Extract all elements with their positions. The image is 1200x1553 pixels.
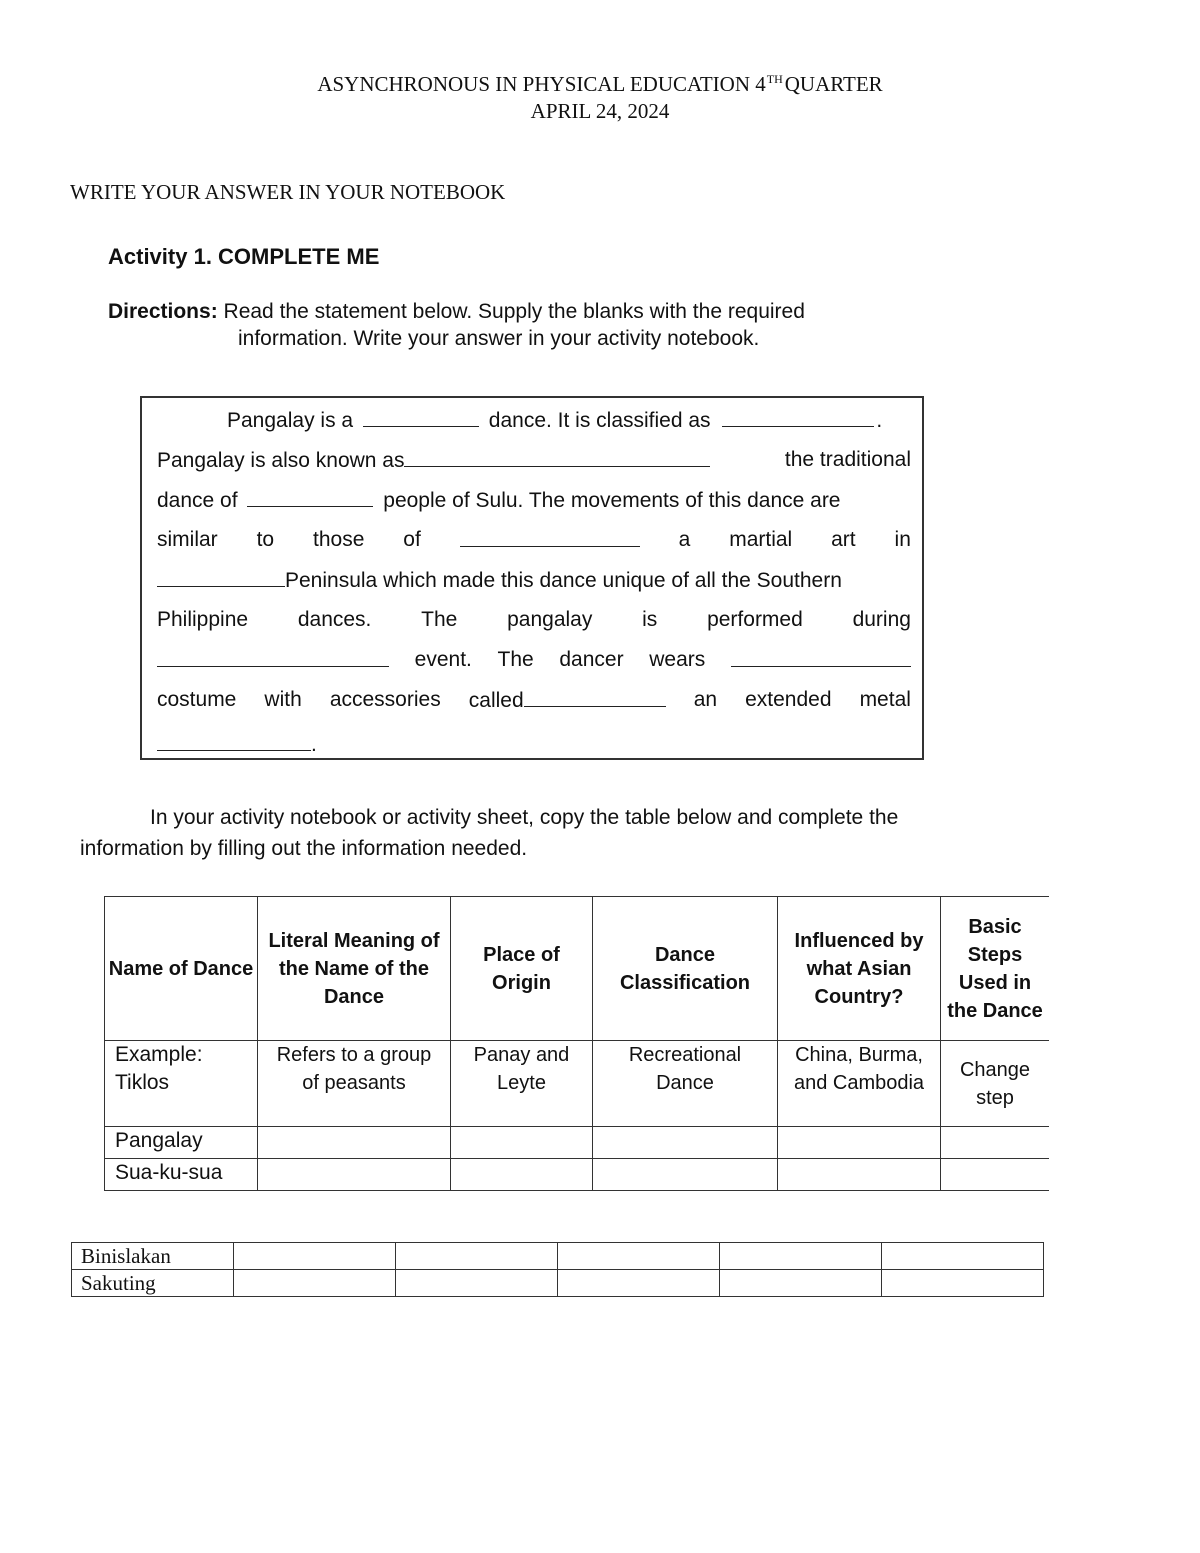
table-header-row: [105, 897, 1050, 1041]
table-instruction-line-2: information by filling out the information needed.: [80, 837, 528, 860]
fill-text: costume: [157, 688, 237, 711]
fill-text: extended: [745, 688, 832, 711]
notebook-instruction: WRITE YOUR ANSWER IN YOUR NOTEBOOK: [70, 180, 506, 204]
example-classification: Recreational Dance: [593, 1041, 778, 1127]
header-name-of-dance: Name of Dance: [105, 897, 258, 1041]
fill-line-1: [157, 406, 911, 434]
dance-table: [104, 896, 1049, 1191]
fill-text: those: [313, 528, 365, 551]
fill-text: martial: [729, 528, 793, 551]
title-main: ASYNCHRONOUS IN PHYSICAL EDUCATION 4: [317, 72, 766, 96]
fill-text: a: [678, 528, 691, 551]
directions: [108, 298, 908, 352]
empty-cell: [234, 1243, 396, 1270]
fill-text: an: [693, 688, 718, 711]
fill-text: art: [831, 528, 856, 551]
fill-text: to: [256, 528, 275, 551]
answer-blank: [157, 730, 311, 751]
fill-text: wears: [649, 648, 706, 671]
fill-line-3: [157, 486, 911, 514]
empty-cell: [234, 1270, 396, 1297]
fill-line-4: [157, 526, 911, 554]
fill-text: with: [264, 688, 302, 711]
empty-cell: [720, 1270, 882, 1297]
empty-cell: [778, 1127, 941, 1159]
fill-text: Pangalay is also known as: [157, 449, 405, 472]
fill-text: accessories: [329, 688, 441, 711]
answer-blank: [157, 566, 285, 587]
fill-text: dance. It is classified as: [488, 409, 711, 432]
example-influence: China, Burma, and Cambodia: [778, 1041, 941, 1127]
fill-text: .: [311, 733, 317, 756]
document-title: [0, 72, 1200, 97]
empty-cell: [258, 1159, 451, 1191]
header-asian-influence: Influenced by what Asian Country?: [778, 897, 941, 1041]
row-dance-name: Sakuting: [72, 1270, 234, 1297]
fill-line-9: [157, 730, 911, 758]
empty-cell: [558, 1270, 720, 1297]
fill-text: pangalay: [507, 608, 593, 631]
answer-blank: [524, 686, 666, 707]
fill-text: is: [642, 608, 658, 631]
example-dance-name: Tiklos: [115, 1071, 170, 1094]
empty-cell: [941, 1159, 1050, 1191]
row-dance-name: Pangalay: [105, 1127, 258, 1159]
fill-in-box: [140, 396, 924, 760]
fill-text: called: [468, 689, 524, 712]
empty-cell: [396, 1243, 558, 1270]
directions-line-2: information. Write your answer in your activity notebook.: [238, 327, 760, 350]
empty-cell: [451, 1159, 593, 1191]
activity-title: Activity 1. COMPLETE ME: [108, 244, 380, 269]
example-steps: Change step: [941, 1041, 1050, 1127]
empty-cell: [882, 1243, 1044, 1270]
empty-cell: [882, 1270, 1044, 1297]
answer-blank: [731, 646, 911, 667]
fill-text: metal: [859, 688, 911, 711]
title-superscript: TH: [766, 72, 783, 86]
fill-text: Philippine: [157, 608, 249, 631]
table-instruction-line-1: In your activity notebook or activity sheet, copy the table below and complete the: [150, 806, 899, 829]
table-row: [105, 1127, 1050, 1159]
answer-blank: [404, 446, 710, 467]
example-name-cell: [105, 1041, 258, 1127]
fill-text: The: [421, 608, 458, 631]
fill-text: people of Sulu. The movements of this dance are: [383, 489, 841, 512]
fill-text: dances.: [297, 608, 372, 631]
fill-line-2: [157, 446, 911, 474]
directions-line-1: Read the statement below. Supply the blanks with the required: [223, 300, 805, 323]
fill-text: in: [894, 528, 911, 551]
header-basic-steps: Basic Steps Used in the Dance: [941, 897, 1050, 1041]
extra-rows-table: [71, 1242, 1044, 1297]
example-label: Example:: [115, 1043, 203, 1066]
fill-text: Peninsula which made this dance unique of all the Southern: [285, 569, 842, 592]
empty-cell: [593, 1159, 778, 1191]
directions-label: Directions:: [108, 300, 218, 323]
empty-cell: [720, 1243, 882, 1270]
title-tail: QUARTER: [784, 72, 883, 96]
header-place-of-origin: Place of Origin: [451, 897, 593, 1041]
fill-text: during: [852, 608, 911, 631]
empty-cell: [778, 1159, 941, 1191]
answer-blank: [363, 406, 479, 427]
empty-cell: [451, 1127, 593, 1159]
fill-text: of: [403, 528, 421, 551]
answer-blank: [460, 526, 640, 547]
answer-blank: [247, 486, 373, 507]
fill-line-8: [157, 686, 911, 714]
fill-text: dance of: [157, 489, 238, 512]
table-row: [105, 1041, 1050, 1127]
example-origin: Panay and Leyte: [451, 1041, 593, 1127]
table-row: [72, 1243, 1044, 1270]
fill-text: event.: [414, 648, 472, 671]
row-dance-name: Binislakan: [72, 1243, 234, 1270]
answer-blank: [157, 646, 389, 667]
row-dance-name: Sua-ku-sua: [105, 1159, 258, 1191]
answer-blank: [722, 406, 874, 427]
fill-text: Pangalay is a: [227, 409, 354, 432]
empty-cell: [593, 1127, 778, 1159]
empty-cell: [396, 1270, 558, 1297]
fill-line-7: [157, 646, 911, 674]
fill-line-5: [157, 566, 911, 594]
empty-cell: [258, 1127, 451, 1159]
document-date: APRIL 24, 2024: [530, 99, 670, 123]
fill-text: The: [497, 648, 534, 671]
fill-text: the traditional: [784, 448, 911, 471]
example-meaning: Refers to a group of peasants: [258, 1041, 451, 1127]
header-dance-classification: Dance Classification: [593, 897, 778, 1041]
fill-text: dancer: [559, 648, 624, 671]
fill-text: similar: [157, 528, 218, 551]
table-row: [105, 1159, 1050, 1191]
fill-line-6: [157, 606, 911, 634]
table-row: [72, 1270, 1044, 1297]
fill-text: performed: [707, 608, 803, 631]
header-literal-meaning: Literal Meaning of the Name of the Dance: [258, 897, 451, 1041]
empty-cell: [941, 1127, 1050, 1159]
fill-text: .: [876, 409, 883, 432]
table-instruction: [80, 802, 1010, 864]
empty-cell: [558, 1243, 720, 1270]
